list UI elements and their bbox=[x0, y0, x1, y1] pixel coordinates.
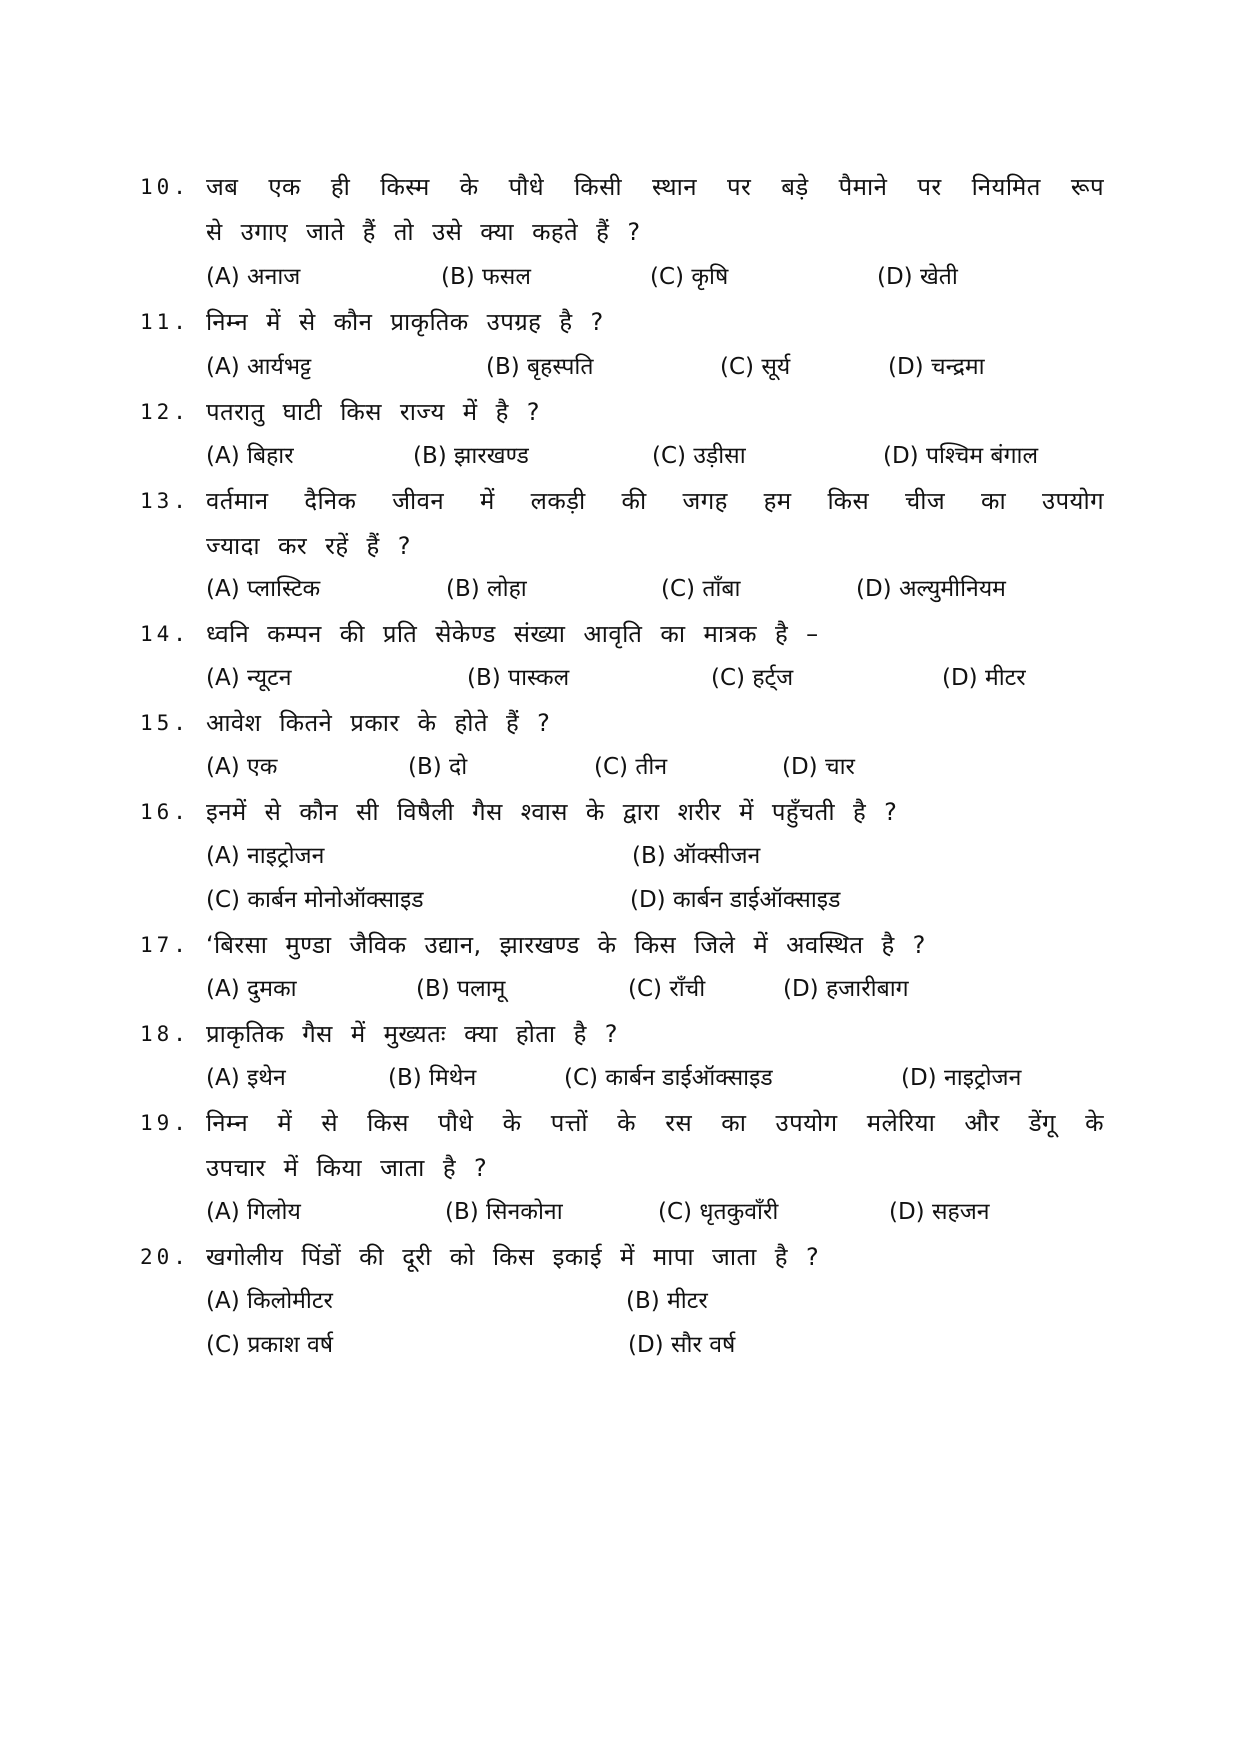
option-c: (C) धृतकुवाँरी bbox=[658, 1199, 779, 1225]
option-b: (B) पास्कल bbox=[467, 665, 570, 691]
option-d: (D) चन्द्रमा bbox=[888, 354, 985, 380]
option-d: (D) हजारीबाग bbox=[783, 976, 909, 1002]
question-19-line-2 bbox=[0, 1146, 1240, 1190]
option-d: (D) सौर वर्ष bbox=[628, 1332, 736, 1358]
question-16 bbox=[0, 790, 1240, 834]
option-b: (B) पलामू bbox=[416, 976, 506, 1002]
question-text: ध्वनि कम्पन की प्रति सेकेण्ड संख्या आवृति का मात्रक है – bbox=[206, 620, 819, 648]
question-number: 16. bbox=[140, 800, 190, 824]
option-a: (A) नाइट्रोजन bbox=[206, 843, 325, 869]
option-d: (D) नाइट्रोजन bbox=[901, 1065, 1022, 1091]
option-a: (A) किलोमीटर bbox=[206, 1288, 333, 1314]
option-a: (A) इथेन bbox=[206, 1065, 286, 1091]
question-number: 13. bbox=[140, 489, 190, 513]
question-number: 10. bbox=[140, 175, 190, 199]
question-11 bbox=[0, 300, 1240, 344]
option-d: (D) अल्युमीनियम bbox=[856, 576, 1006, 602]
option-c: (C) राँची bbox=[628, 976, 706, 1002]
option-c: (C) कृषि bbox=[650, 264, 729, 290]
option-b: (B) बृहस्पति bbox=[486, 354, 594, 380]
option-c: (C) हर्ट्ज bbox=[711, 665, 794, 691]
option-a: (A) आर्यभट्ट bbox=[206, 354, 312, 380]
question-10 bbox=[0, 165, 1240, 209]
option-a: (A) दुमका bbox=[206, 976, 297, 1002]
question-text: से उगाए जाते हैं तो उसे क्या कहते हैं ? bbox=[206, 218, 641, 246]
option-b: (B) दो bbox=[408, 754, 468, 780]
option-b: (B) ऑक्सीजन bbox=[632, 843, 761, 869]
question-number: 11. bbox=[140, 310, 190, 334]
question-number: 17. bbox=[140, 933, 190, 957]
option-d: (D) कार्बन डाईऑक्साइड bbox=[630, 887, 841, 913]
option-b: (B) सिनकोना bbox=[445, 1199, 563, 1225]
question-text: पतरातु घाटी किस राज्य में है ? bbox=[206, 398, 540, 426]
question-number: 12. bbox=[140, 400, 190, 424]
question-10-line-2 bbox=[0, 210, 1240, 254]
option-a: (A) एक bbox=[206, 754, 278, 780]
option-d: (D) चार bbox=[782, 754, 855, 780]
question-text: प्राकृतिक गैस में मुख्यतः क्या होता है ? bbox=[206, 1020, 618, 1048]
option-d: (D) पश्चिम बंगाल bbox=[883, 443, 1039, 469]
option-c: (C) तीन bbox=[594, 754, 668, 780]
question-text: निम्न में से किस पौधे के पत्तों के रस का उपयोग मलेरिया और डेंगू के bbox=[206, 1109, 1104, 1137]
option-c: (C) कार्बन मोनोऑक्साइड bbox=[206, 887, 424, 913]
option-a: (A) बिहार bbox=[206, 443, 294, 469]
option-a: (A) अनाज bbox=[206, 264, 301, 290]
question-text: ‘बिरसा मुण्डा जैविक उद्यान, झारखण्ड के किस जिले में अवस्थित है ? bbox=[206, 931, 926, 959]
option-c: (C) ताँबा bbox=[661, 576, 741, 602]
question-13 bbox=[0, 479, 1240, 523]
question-text: जब एक ही किस्म के पौधे किसी स्थान पर बड़े पैमाने पर नियमित रूप bbox=[206, 173, 1104, 201]
option-b: (B) लोहा bbox=[446, 576, 527, 602]
question-number: 18. bbox=[140, 1022, 190, 1046]
option-b: (B) झारखण्ड bbox=[413, 443, 529, 469]
question-text: उपचार में किया जाता है ? bbox=[206, 1154, 488, 1182]
option-a: (A) न्यूटन bbox=[206, 665, 292, 691]
option-a: (A) गिलोय bbox=[206, 1199, 301, 1225]
question-12 bbox=[0, 390, 1240, 434]
question-13-line-2 bbox=[0, 524, 1240, 568]
question-number: 14. bbox=[140, 622, 190, 646]
question-15 bbox=[0, 701, 1240, 745]
option-d: (D) मीटर bbox=[942, 665, 1026, 691]
question-19 bbox=[0, 1101, 1240, 1145]
question-number: 19. bbox=[140, 1111, 190, 1135]
option-b: (B) फसल bbox=[441, 264, 531, 290]
option-d: (D) खेती bbox=[877, 264, 958, 290]
question-number: 20. bbox=[140, 1245, 190, 1269]
option-d: (D) सहजन bbox=[889, 1199, 990, 1225]
question-14 bbox=[0, 612, 1240, 656]
option-c: (C) सूर्य bbox=[720, 354, 791, 380]
question-text: निम्न में से कौन प्राकृतिक उपग्रह है ? bbox=[206, 308, 604, 336]
question-18 bbox=[0, 1012, 1240, 1056]
option-c: (C) प्रकाश वर्ष bbox=[206, 1332, 334, 1358]
question-text: ज्यादा कर रहें हैं ? bbox=[206, 532, 411, 560]
option-a: (A) प्लास्टिक bbox=[206, 576, 321, 602]
question-text: वर्तमान दैनिक जीवन में लकड़ी की जगह हम किस चीज का उपयोग bbox=[206, 487, 1104, 515]
question-17 bbox=[0, 923, 1240, 967]
option-b: (B) मिथेन bbox=[388, 1065, 477, 1091]
question-20 bbox=[0, 1235, 1240, 1279]
question-text: खगोलीय पिंडों की दूरी को किस इकाई में मापा जाता है ? bbox=[206, 1243, 820, 1271]
option-c: (C) कार्बन डाईऑक्साइड bbox=[564, 1065, 773, 1091]
question-number: 15. bbox=[140, 711, 190, 735]
option-b: (B) मीटर bbox=[626, 1288, 708, 1314]
question-text: आवेश कितने प्रकार के होते हैं ? bbox=[206, 709, 551, 737]
question-text: इनमें से कौन सी विषैली गैस श्वास के द्वारा शरीर में पहुँचती है ? bbox=[206, 798, 898, 826]
option-c: (C) उड़ीसा bbox=[652, 443, 746, 469]
